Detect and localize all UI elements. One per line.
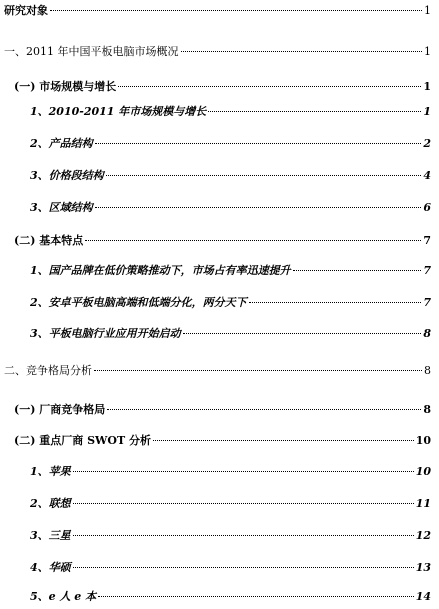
toc-entry-title: 3、区域结构: [30, 201, 93, 214]
toc-entry-page: 1: [424, 4, 431, 17]
toc-entry-item-1-2-2[interactable]: [0, 296, 431, 310]
toc-leader-dots: [50, 9, 422, 11]
toc-entry-title: 5、e 人 e 本: [30, 590, 97, 603]
toc-leader-dots: [153, 439, 414, 441]
toc-entry-title: (二) 基本特点: [14, 234, 84, 247]
toc-entry-section-1-1[interactable]: [0, 80, 431, 94]
toc-entry-title: 研究对象: [4, 4, 48, 17]
toc-entry-title: 2、联想: [30, 497, 71, 510]
toc-entry-page: 11: [415, 497, 431, 510]
toc-entry-item-2-2-5[interactable]: [0, 590, 431, 604]
toc-entry-page: 7: [423, 264, 431, 277]
toc-leader-dots: [85, 239, 421, 241]
toc-entry-section-1-2[interactable]: [0, 234, 431, 248]
toc-entry-page: 2: [423, 137, 431, 150]
toc-leader-dots: [95, 142, 422, 144]
toc-leader-dots: [73, 470, 414, 472]
toc-entry-item-2-2-3[interactable]: [0, 529, 431, 543]
toc-entry-title: 1、2010-2011 年市场规模与增长: [30, 105, 207, 118]
toc-entry-page: 8: [424, 364, 431, 377]
toc-leader-dots: [98, 595, 414, 597]
toc-entry-title: 一、2011 年中国平板电脑市场概况: [4, 45, 179, 58]
toc-entry-page: 1: [424, 45, 431, 58]
toc-entry-title: 2、产品结构: [30, 137, 93, 150]
toc-entry-title: (一) 厂商竞争格局: [14, 403, 106, 416]
toc-entry-title: 二、竞争格局分析: [4, 364, 92, 377]
toc-entry-page: 12: [415, 529, 431, 542]
toc-entry-page: 8: [423, 403, 431, 416]
toc-leader-dots: [249, 301, 422, 303]
toc-entry-title: 1、国产品牌在低价策略推动下，市场占有率迅速提升: [30, 264, 291, 277]
toc-entry-item-2-2-2[interactable]: [0, 497, 431, 511]
toc-leader-dots: [73, 502, 414, 504]
toc-entry-title: 2、安卓平板电脑高端和低端分化，两分天下: [30, 296, 247, 309]
toc-entry-chapter-2[interactable]: [0, 364, 431, 378]
toc-entry-page: 7: [423, 296, 431, 309]
toc-entry-item-1-1-4[interactable]: [0, 201, 431, 215]
toc-entry-page: 1: [423, 80, 431, 93]
toc-entry-item-1-2-3[interactable]: [0, 327, 431, 341]
toc-leader-dots: [208, 110, 421, 112]
toc-leader-dots: [118, 85, 421, 87]
toc-entry-item-1-2-1[interactable]: [0, 264, 431, 278]
toc-entry-title: 3、三星: [30, 529, 71, 542]
toc-leader-dots: [183, 332, 422, 334]
toc-leader-dots: [95, 206, 422, 208]
toc-entry-section-2-2[interactable]: [0, 434, 431, 448]
toc-entry-page: 1: [423, 105, 431, 118]
toc-entry-page: 7: [423, 234, 431, 247]
toc-entry-page: 14: [415, 590, 431, 603]
toc-leader-dots: [293, 269, 422, 271]
toc-entry-item-1-1-3[interactable]: [0, 169, 431, 183]
toc-entry-item-1-1-2[interactable]: [0, 137, 431, 151]
toc-entry-page: 6: [423, 201, 431, 214]
toc-entry-title: 3、平板电脑行业应用开始启动: [30, 327, 181, 340]
toc-leader-dots: [73, 566, 414, 568]
toc-entry-page: 13: [415, 561, 431, 574]
toc-leader-dots: [73, 534, 414, 536]
toc-entry-title: (二) 重点厂商 SWOT 分析: [14, 434, 151, 447]
toc-leader-dots: [94, 369, 422, 371]
toc-entry-title: 3、价格段结构: [30, 169, 104, 182]
toc-entry-title: 4、华硕: [30, 561, 71, 574]
toc-entry-page: 4: [423, 169, 431, 182]
toc-entry-section-2-1[interactable]: [0, 403, 431, 417]
toc-entry-page: 8: [423, 327, 431, 340]
toc-entry-page: 10: [415, 465, 431, 478]
toc-entry-item-1-1-1[interactable]: [0, 105, 431, 119]
toc-entry-chapter-1[interactable]: [0, 45, 431, 59]
toc-entry-research-object[interactable]: [0, 4, 431, 18]
toc-entry-title: (一) 市场规模与增长: [14, 80, 117, 93]
toc-leader-dots: [107, 408, 421, 410]
toc-entry-item-2-2-4[interactable]: [0, 561, 431, 575]
toc-leader-dots: [181, 50, 423, 52]
toc-leader-dots: [106, 174, 422, 176]
toc-entry-item-2-2-1[interactable]: [0, 465, 431, 479]
toc-entry-page: 10: [415, 434, 431, 447]
toc-entry-title: 1、苹果: [30, 465, 71, 478]
